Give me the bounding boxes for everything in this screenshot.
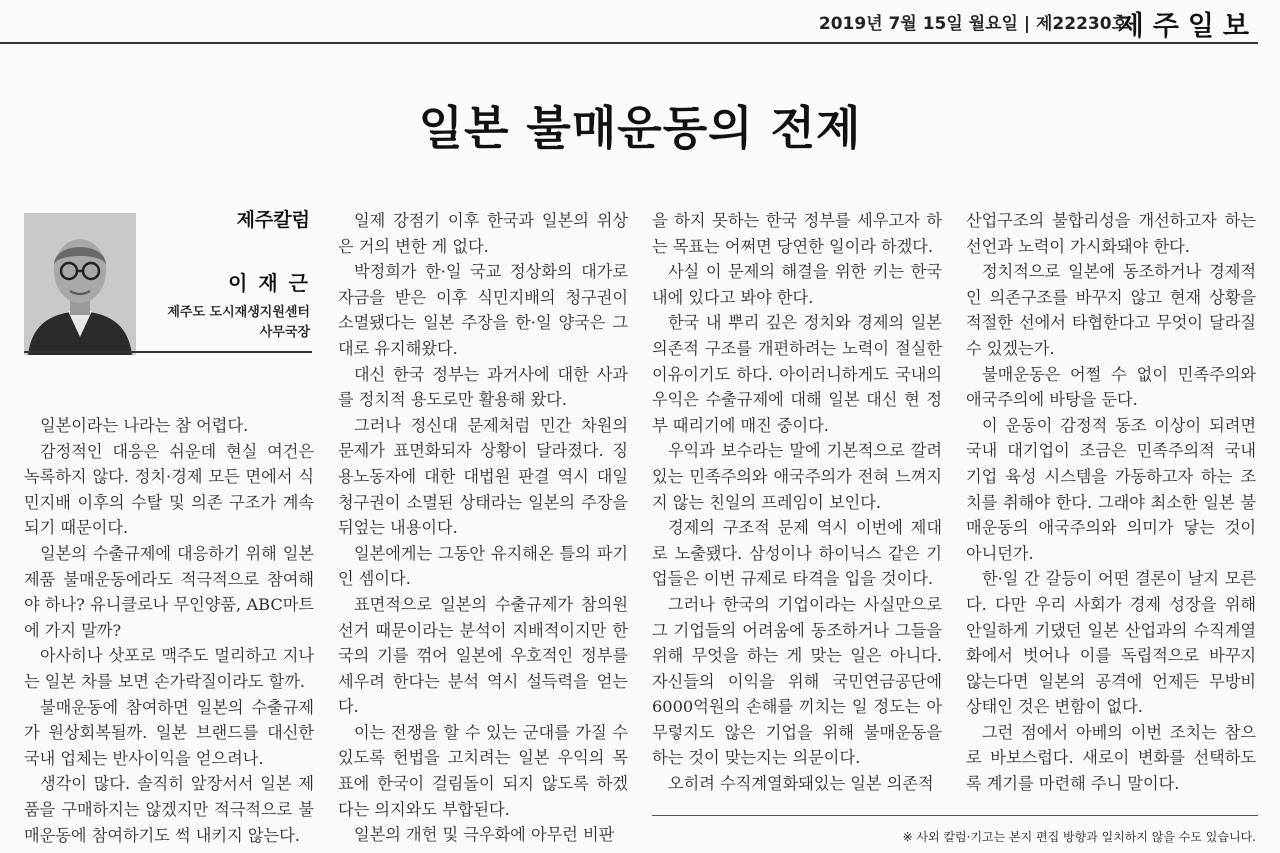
disclaimer-rule — [652, 815, 1258, 816]
article-column-1 — [24, 413, 314, 848]
newspaper-name: 제주일보 — [1117, 11, 1258, 42]
paragraph: 그런 점에서 아베의 이번 조치는 참으로 바보스럽다. 새로이 변화를 선택하도록 계기를 마련해 주니 말이다. — [966, 722, 1256, 794]
byline-rule — [24, 351, 312, 353]
article-column-2 — [338, 208, 628, 848]
column-name: 제주칼럼 — [236, 209, 310, 231]
paragraph: 불매운동에 참여하면 일본의 수출규제가 원상회복될까. 일본 브랜드를 대신한 국내 업체는 반사이익을 얻으려나. — [24, 697, 314, 768]
article-column-4 — [966, 208, 1256, 797]
paragraph: 정치적으로 일본에 동조하거나 경제적인 의존구조를 바꾸지 않고 현재 상황을 적절한 선에서 타협한다고 무엇이 달라질 수 있겠는가. — [966, 262, 1256, 358]
masthead-rule — [0, 42, 1258, 44]
paragraph: 오히려 수직계열화돼있는 일본 의존적 — [668, 774, 934, 794]
article-column-3 — [652, 208, 942, 797]
paragraph: 생각이 많다. 솔직히 앞장서서 일본 제품을 구매하지는 않겠지만 적극적으로 불매운동에 참여하기도 썩 내키지 않는다. — [24, 774, 314, 845]
author-portrait-image — [24, 213, 136, 355]
paragraph: 이는 전쟁을 할 수 있는 군대를 가질 수 있도록 헌법을 고치려는 일본 우익의 목표에 한국이 걸림돌이 되지 않도록 하겠다는 의지와도 부합된다. — [338, 722, 628, 819]
paragraph: 일본이라는 나라는 참 어렵다. — [40, 416, 249, 435]
paragraph: 일본의 개헌 및 극우화에 아무런 비판 — [354, 825, 615, 845]
paragraph: 한·일 간 갈등이 어떤 결론이 날지 모른다. 다만 우리 사회가 경제 성장을 위해 안일하게 기댔던 일본 산업과의 수직계열화에서 벗어나 이를 독립적으로 바꾸지 않는다면 일본의 공격에 언제든 무방비 상태인 것은 변함이 없다. — [966, 569, 1256, 717]
paragraph: 사실 이 문제의 해결을 위한 키는 한국 내에 있다고 봐야 한다. — [652, 262, 942, 307]
paragraph-continued: 을 하지 못하는 한국 정부를 세우고자 하는 목표는 어쩌면 당연한 일이라 하겠다. — [652, 211, 942, 256]
disclaimer-note: ※ 사외 칼럼·기고는 본지 편집 방향과 일치하지 않을 수도 있습니다. — [902, 830, 1256, 844]
paragraph: 불매운동은 어쩔 수 없이 민족주의와 애국주의에 바탕을 둔다. — [966, 364, 1256, 410]
paragraph: 감정적인 대응은 쉬운데 현실 여건은 녹록하지 않다. 정치·경제 모든 면에서 식민지배 이후의 수탈 및 의존 구조가 계속되기 때문이다. — [24, 441, 314, 538]
paragraph: 우익과 보수라는 말에 기본적으로 깔려있는 민족주의와 애국주의가 전혀 느껴지지 않는 친일의 프레임이 보인다. — [652, 441, 942, 512]
affiliation-line: 사무국장 — [259, 325, 310, 340]
paragraph-continued: 산업구조의 불합리성을 개선하고자 하는 선언과 노력이 가시화돼야 한다. — [966, 211, 1256, 256]
author-name: 이 재 근 — [228, 271, 310, 295]
paragraph: 아사히나 삿포로 맥주도 멀리하고 지나는 일본 차를 보면 손가락질이라도 할까. — [24, 646, 314, 691]
masthead — [0, 0, 1280, 44]
byline-box — [24, 205, 312, 355]
author-affiliation — [140, 303, 310, 343]
paragraph: 그러나 정신대 문제처럼 민간 차원의 문제가 표면화되자 상황이 달라졌다. 징용노동자에 대한 대법원 판결 역시 대일청구권이 소멸된 상태라는 일본의 주장을 뒤엎는 내용이다. — [338, 415, 628, 538]
paragraph: 일제 강점기 이후 한국과 일본의 위상은 거의 변한 게 없다. — [338, 211, 628, 256]
paragraph: 일본의 수출규제에 대응하기 위해 일본 제품 불매운동에라도 적극적으로 참여해야 하나? 유니클로나 무인양품, ABC마트에 가지 말까? — [24, 543, 314, 640]
paragraph: 경제의 구조적 문제 역시 이번에 제대로 노출됐다. 삼성이나 하이닉스 같은 기업들은 이번 규제로 타격을 입을 것이다. — [652, 518, 942, 589]
article-headline: 일본 불매운동의 전제 — [418, 101, 862, 155]
paragraph: 박정희가 한·일 국교 정상화의 대가로 자금을 받은 이후 식민지배의 청구권이 소멸됐다는 일본 주장을 한·일 양국은 그대로 유지해왔다. — [338, 262, 628, 358]
paragraph: 이 운동이 감정적 동조 이상이 되려면 국내 대기업이 조금은 민족주의적 국내 기업 육성 시스템을 가동하고자 하는 조치를 취해야 한다. 그래야 최소한 일본 불매운동의 애국주의와 의미가 닿는 것이 아니던가. — [966, 415, 1256, 563]
paragraph: 일본에게는 그동안 유지해온 틀의 파기인 셈이다. — [338, 543, 628, 589]
paragraph: 한국 내 뿌리 깊은 정치와 경제의 일본 의존적 구조를 개편하려는 노력이 절실한 이유이기도 하다. 아이러니하게도 국내의 우익은 수출규제에 대해 일본 대신 현 정부 때리기에 매진 중이다. — [652, 313, 942, 435]
author-photo — [24, 213, 136, 355]
paragraph: 대신 한국 정부는 과거사에 대한 사과를 정치적 용도로만 활용해 왔다. — [338, 364, 628, 410]
paragraph: 그러나 한국의 기업이라는 사실만으로 그 기업들의 어려움에 동조하거나 그들을 위해 무엇을 하는 게 맞는 일은 아니다. 자신들의 이익을 위해 국민연금공단에 6000억원의 손해를 끼치는 일 정도는 아무렇지도 않은 기업을 위해 불매운동을 하는 것이 맞는지는 의문이다. — [652, 594, 942, 768]
affiliation-line: 제주도 도시재생지원센터 — [167, 305, 310, 320]
paragraph: 표면적으로 일본의 수출규제가 참의원선거 때문이라는 분석이 지배적이지만 한국의 기를 꺾어 일본에 우호적인 정부를 세우려 한다는 분석 역시 설득력을 얻는다. — [338, 594, 628, 717]
issue-dateline: 2019년 7월 15일 월요일 | 제22230호 — [818, 14, 1128, 34]
